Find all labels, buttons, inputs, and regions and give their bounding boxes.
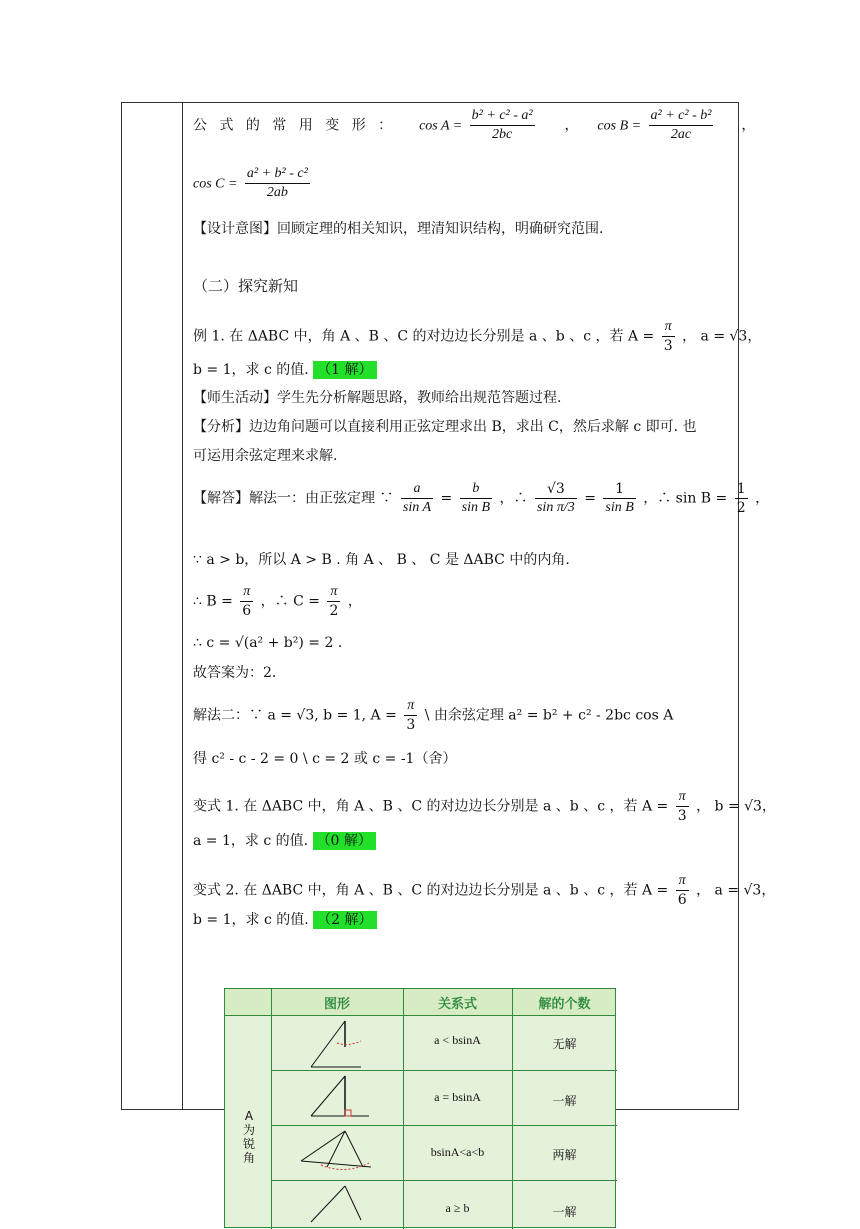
teacher-student-activity: 【师生活动】学生先分析解题思路，教师给出规范答题过程. [193, 390, 562, 406]
relation-cell: a = bsinA [434, 1090, 481, 1104]
variant1-line2: a = 1，求 c 的值. （0 解） [193, 831, 376, 851]
answer: 故答案为：2. [193, 665, 277, 681]
method-two-result: 得 c² - c - 2 = 0 \ c = 2 或 c = -1（舍） [193, 751, 457, 767]
figure-no-solution [275, 1017, 399, 1071]
count-cell: 一解 [552, 1094, 577, 1108]
relation-cell: a ≥ b [445, 1201, 470, 1215]
variant2-line1: 变式 2. 在 ΔABC 中，角 A 、B 、C 的对边边长分别是 a 、b 、c ，若 A = $\frac{\pi}{6}$ ， a = √3， [193, 873, 776, 908]
section-title: （二）探究新知 [193, 277, 299, 295]
cosA-fraction: $\frac{\text{b² + c² - a²}}{2bc}$ [471, 108, 533, 142]
figure-one-solution-right [275, 1072, 399, 1124]
count-cell: 一解 [552, 1205, 577, 1219]
cosB-lhs: cos B = [597, 118, 642, 134]
example1-line2: b = 1，求 c 的值. （1 解） [193, 360, 377, 380]
relation-cell: a < bsinA [434, 1033, 481, 1047]
solution-line: 【解答】解法一：由正弦定理 ∵ $\frac{a}{\text{sin A}}$ = $\frac{b}{\text{sin B}}$ ，∴ $\frac{√3}{\text{sin π/3}}$ = $\frac{1}{\text{sin B}}$ ，∴ sin B = $\frac{1}{2}$ ， [193, 481, 770, 516]
count-cell: 两解 [552, 1148, 577, 1162]
count-cell: 无解 [552, 1037, 577, 1051]
solution-count-badge: （1 解） [313, 361, 376, 379]
analysis-line-1: 【分析】边边角问题可以直接利用正弦定理求出 B，求出 C，然后求解 c 即可. 也 [193, 419, 697, 435]
figure-one-solution [275, 1182, 399, 1228]
relation-cell: bsinA<a<b [430, 1145, 485, 1159]
solution-count-badge: （0 解） [313, 832, 376, 850]
analysis-line-2: 可运用余弦定理来求解. [193, 448, 338, 464]
design-intent: 【设计意图】回顾定理的相关知识，理清知识结构，明确研究范围. [193, 221, 604, 237]
cosB-fraction: $\frac{\text{a² + c² - b²}}{2ac}$ [650, 108, 712, 142]
figure-two-solutions [275, 1127, 399, 1179]
header-relation: 关系式 [437, 997, 477, 1012]
step-a-greater-b: ∵ a > b，所以 A > B . 角 A 、 B 、 C 是 ΔABC 中的内角. [193, 552, 570, 568]
solution-count-badge: （2 解） [313, 911, 376, 929]
formula-row-2 [193, 165, 313, 202]
cosC-lhs: cos C = [193, 176, 238, 192]
cosA-lhs: cos A = [419, 118, 463, 134]
acute-angle-label: A 为 锐 角 [242, 1109, 255, 1165]
variant2-line2: b = 1，求 c 的值. （2 解） [193, 910, 377, 930]
method-two: 解法二：∵ a = √3, b = 1, A = $\frac{\pi}{3}$ \ 由余弦定理 a² = b² + c² - 2bc cos A [193, 698, 674, 733]
column-divider [182, 102, 183, 1110]
step-c: ∴ c = √(a² + b²) = 2 . [193, 635, 343, 651]
variant1-line1: 变式 1. 在 ΔABC 中，角 A 、B 、C 的对边边长分别是 a 、b 、c ，若 A = $\frac{\pi}{3}$ ， b = √3， [193, 789, 776, 824]
step-B-C: ∴ B = $\frac{\pi}{6}$ ，∴ C = $\frac{\pi}{2}$ ， [193, 584, 362, 619]
cosC-fraction: $\frac{\text{a² + b² - c²}}{2ab}$ [246, 166, 308, 200]
formula-row-1: 公 式 的 常 用 变 形 ： cos A = $\frac{\text{b² + c² - a²}}{2bc}$ ， cos B = $\frac{\text{a² + c² - b²}}{2ac}$ ， [193, 108, 756, 142]
formula-intro: 公 式 的 常 用 变 形 ： [193, 117, 397, 134]
solution-count-table [224, 988, 616, 1228]
header-count: 解的个数 [538, 997, 591, 1012]
example1-line1: 例 1. 在 ΔABC 中，角 A 、B 、C 的对边边长分别是 a 、b 、c ，若 A = $\frac{\pi}{3}$ ， a = √3， [193, 319, 762, 354]
header-figure: 图形 [323, 997, 350, 1012]
